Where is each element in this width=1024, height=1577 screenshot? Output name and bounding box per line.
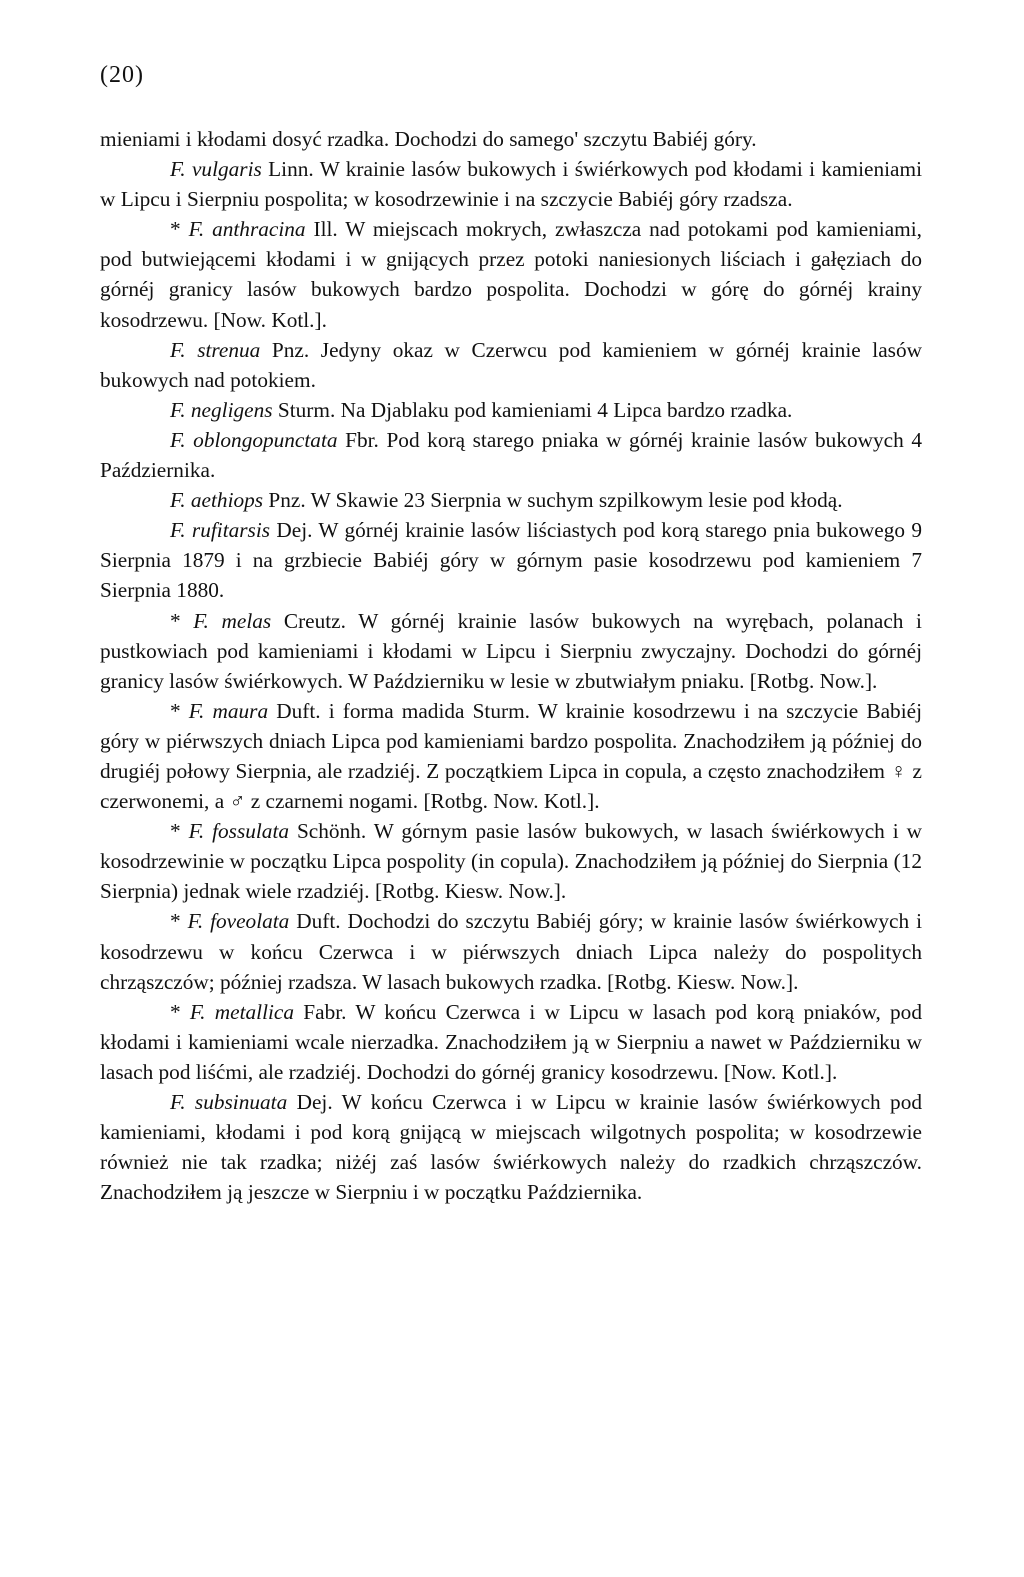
paragraph <box>100 606 922 696</box>
paragraph-text: Fbr. Pod korą starego pniaka w górnéj krainie lasów bukowych 4 Października. <box>100 427 923 483</box>
paragraph-text: Ill. W miejscach mokrych, zwłaszcza nad potokami pod kamieniami, pod butwiejącemi kłodami i w gnijących przez potoki naniesionych liściach i gałęziach do górnéj granicy lasów bukowych bardzo pospolita. Dochodzi w górę do górnéj krainy kosodrzewu. [Now. Kotl.]. <box>100 217 922 332</box>
paragraph <box>100 906 922 996</box>
paragraph-text: Pnz. W Skawie 23 Sierpnia w suchym szpilkowym lesie pod kłodą. <box>263 488 843 513</box>
paragraph-text: Dej. W końcu Czerwca i w Lipcu w krainie lasów świérkowych pod kamieniami, kłodami i pod korą gnijącą w miejscach wilgotnych pospolita; w kosodrzewie również nie tak rzadka; niżéj zaś lasów świérkowych należy do rzadkich chrząszczów. Znachodziłem ją jeszcze w Sierpniu i w początku Października. <box>100 1090 922 1205</box>
species-lead: * <box>170 217 189 242</box>
paragraph <box>100 696 922 816</box>
paragraph-text: Sturm. Na Djablaku pod kamieniami 4 Lipca bardzo rzadka. <box>272 397 793 422</box>
paragraph <box>100 816 922 906</box>
paragraph-text: Linn. W krainie lasów bukowych i świérkowych pod kłodami i kamieniami w Lipcu i Sierpniu pospolita; w kosodrzewinie i na szczycie Babiéj góry rzadsza. <box>100 157 922 212</box>
paragraph-text: mieniami i kłodami dosyć rzadka. Dochodzi do samego' szczytu Babiéj góry. <box>100 127 757 151</box>
species-name: F. maura <box>188 698 269 723</box>
paragraph-text: Creutz. W górnéj krainie lasów bukowych na wyrębach, polanach i pustkowiach pod kamieniami i kłodami w Lipcu i Sierpniu zwyczajny. Dochodzi do górnéj granicy lasów świérkowych. W Październiku w lesie w zbutwiałym pniaku. [Rotbg. Now.]. <box>100 608 922 693</box>
species-name: F. oblongopunctata <box>170 427 338 452</box>
species-lead: * <box>170 608 194 633</box>
text-column <box>100 124 922 1207</box>
page-number: (20) <box>100 62 144 88</box>
species-name: F. subsinuata <box>170 1090 288 1114</box>
species-lead: * <box>170 698 189 723</box>
paragraph-text: Dej. W górnéj krainie lasów liściastych pod korą starego pnia bukowego 9 Sierpnia 1879 i na grzbiecie Babiéj góry w górnym pasie kosodrzewu pod kamieniem 7 Sierpnia 1880. <box>100 518 922 603</box>
species-name: F. foveolata <box>187 909 290 934</box>
species-lead: * <box>170 909 188 934</box>
paragraph-text: Pnz. Jedyny okaz w Czerwcu pod kamieniem w górnéj krainie lasów bukowych nad potokiem. <box>100 337 922 392</box>
species-name: F. aethiops <box>170 488 264 513</box>
paragraph-text: Schönh. W górnym pasie lasów bukowych, w lasach świérkowych i w kosodrzewinie w początku Lipca pospolity (in copula). Znachodziłem ją później do Sierpnia (12 Sierpnia) jednak wiele rzadziéj. [Rotbg. Kiesw. Now.]. <box>100 819 922 904</box>
species-name: F. strenua <box>170 337 261 362</box>
paragraph <box>100 425 922 485</box>
paragraph <box>100 485 922 515</box>
paragraph <box>100 214 922 334</box>
paragraph <box>100 154 922 214</box>
species-name: F. anthracina <box>188 217 306 242</box>
paragraph-text: Duft. i forma madida Sturm. W krainie kosodrzewu i na szczycie Babiéj góry w piérwszych dniach Lipca pod kamieniami bardzo pospolita. Znachodziłem ją później do drugiéj połowy Sierpnia, ale rzadziéj. Z początkiem Lipca in copula, a często znachodziłem ♀ z czerwonemi, a ♂ z czarnemi nogami. [Rotbg. Now. Kotl.]. <box>100 698 922 814</box>
species-lead: * <box>170 999 190 1024</box>
species-name: F. fossulata <box>188 819 290 844</box>
species-lead: * <box>170 819 189 844</box>
paragraph <box>100 515 922 605</box>
paragraph <box>100 1087 922 1207</box>
paragraph <box>100 124 922 154</box>
paragraph-text: Duft. Dochodzi do szczytu Babiéj góry; w krainie lasów świérkowych i kosodrzewu w końcu Czerwca i w piérwszych dniach Lipca należy do pospolitych chrząszczów; później rzadsza. W lasach bukowych rzadka. [Rotbg. Kiesw. Now.]. <box>100 909 922 994</box>
paragraph <box>100 395 922 425</box>
paragraph-text: Fabr. W końcu Czerwca i w Lipcu w lasach pod korą pniaków, pod kłodami i kamieniami wcale nierzadka. Znachodziłem ją w Sierpniu a nawet w Październiku w lasach pod liśćmi, ale rzadziéj. Dochodzi do górnéj granicy kosodrzewu. [Now. Kotl.]. <box>100 999 922 1084</box>
species-name: F. melas <box>193 608 272 633</box>
species-name: F. negligens <box>170 397 273 422</box>
species-name: F. rufitarsis <box>170 518 271 543</box>
species-name: F. metallica <box>189 999 295 1024</box>
paragraph <box>100 997 922 1087</box>
species-name: F. vulgaris <box>170 157 262 182</box>
paragraph <box>100 335 922 395</box>
